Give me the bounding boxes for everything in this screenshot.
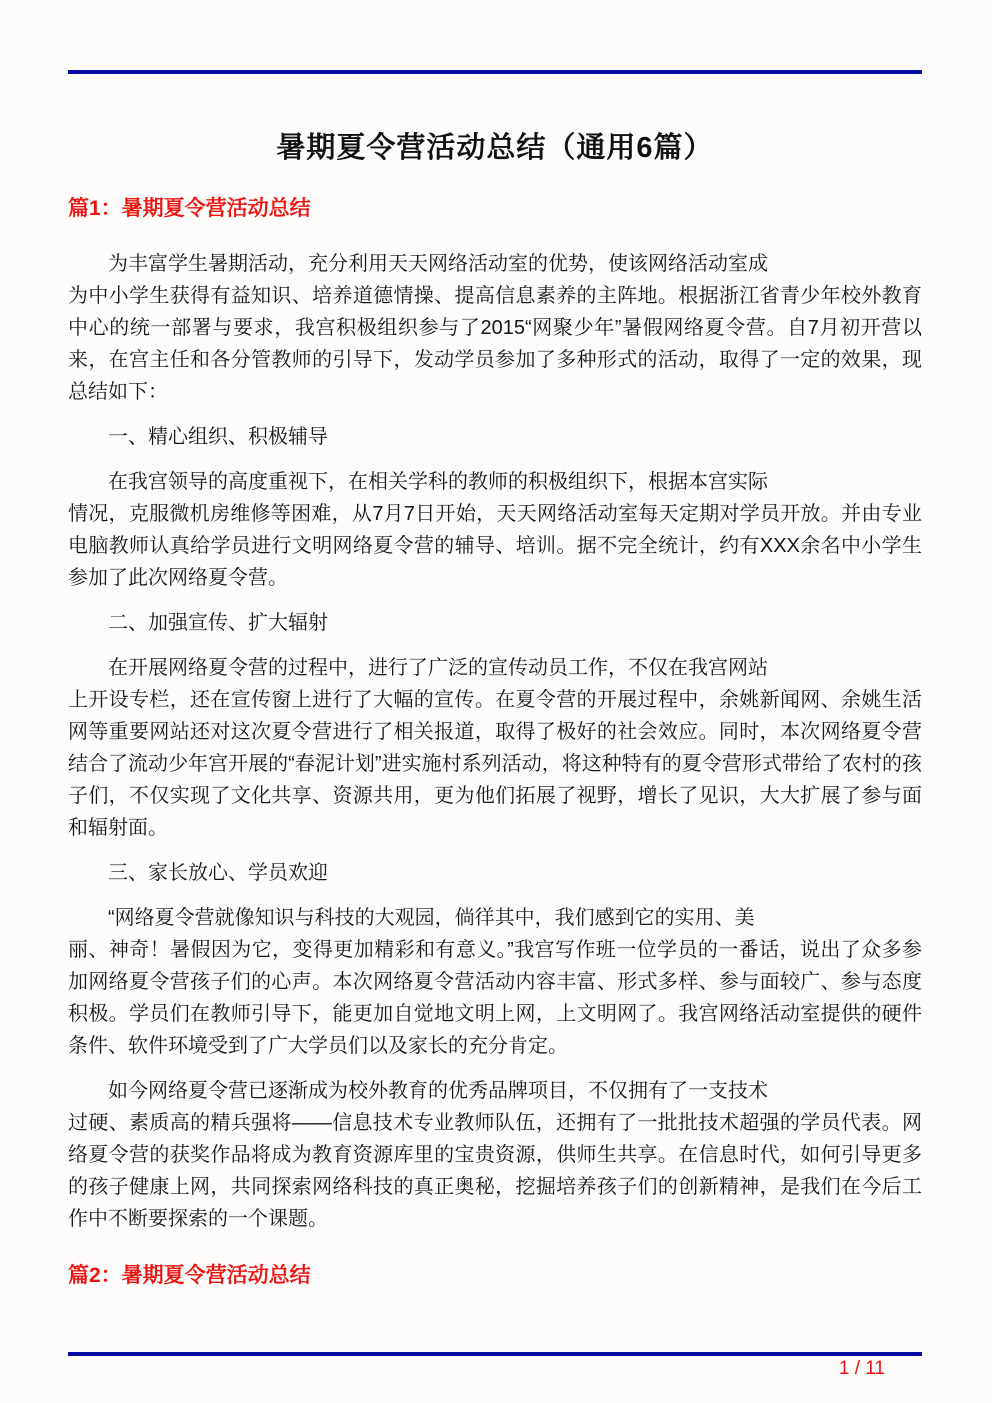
paragraph [68,652,922,844]
paragraph-text: 过硬、素质高的精兵强将——信息技术专业教师队伍，还拥有了一批批技术超强的学员代表。网络夏令营的获奖作品将成为教育资源库里的宝贵资源，供师生共享。在信息时代，如何引导更多的孩子健康上网，共同探索网络科技的真正奥秘，挖掘培养孩子们的创新精神，是我们在今后工作中不断要探索的一个课题。 [68,1112,922,1230]
paragraph [68,902,922,1062]
page-title: 暑期夏令营活动总结（通用6篇） [276,132,714,164]
paragraph [68,248,922,408]
subheading-1: 一、精心组织、积极辅导 [108,426,328,448]
paragraph-lead-line: 如今网络夏令营已逐渐成为校外教育的优秀品牌项目，不仅拥有了一支技术 [108,1080,768,1102]
paragraph [68,1075,922,1235]
paragraph-lead-line: “网络夏令营就像知识与科技的大观园，倘徉其中，我们感到它的实用、美 [108,907,755,929]
document-body [68,74,922,1291]
page-number: 1 / 11 [838,1358,885,1379]
paragraph-text: 上开设专栏，还在宣传窗上进行了大幅的宣传。在夏令营的开展过程中，余姚新闻网、余姚生活网等重要网站还对这次夏令营进行了相关报道，取得了极好的社会效应。同时，本次网络夏令营结合了流动少年宫开展的“春泥计划”进实施村系列活动，将这种特有的夏令营形式带给了农村的孩子们，不仅实现了文化共享、资源共用，更为他们拓展了视野，增长了见识，大大扩展了参与面和辐射面。 [68,689,922,839]
subheading-3: 三、家长放心、学员欢迎 [108,862,328,884]
paragraph [68,466,922,594]
subheading-2: 二、加强宣传、扩大辐射 [108,612,328,634]
section-1-heading: 篇1：暑期夏令营活动总结 [68,197,311,220]
paragraph-lead-line: 为丰富学生暑期活动，充分利用天天网络活动室的优势，使该网络活动室成 [108,253,768,275]
paragraph-lead-line: 在我宫领导的高度重视下，在相关学科的教师的积极组织下，根据本宫实际 [108,471,768,493]
paragraph-lead-line: 在开展网络夏令营的过程中，进行了广泛的宣传动员工作，不仅在我宫网站 [108,657,768,679]
section-2-heading: 篇2：暑期夏令营活动总结 [68,1264,311,1287]
paragraph-text: 丽、神奇！暑假因为它，变得更加精彩和有意义。”我宫写作班一位学员的一番话，说出了众多参加网络夏令营孩子们的心声。本次网络夏令营活动内容丰富、形式多样、参与面较广、参与态度积极。学员们在教师引导下，能更加自觉地文明上网，上文明网了。我宫网络活动室提供的硬件条件、软件环境受到了广大学员们以及家长的充分肯定。 [68,939,922,1057]
paragraph-text: 情况，克服微机房维修等困难，从7月7日开始，天天网络活动室每天定期对学员开放。并由专业电脑教师认真给学员进行文明网络夏令营的辅导、培训。据不完全统计，约有XXX余名中小学生参加了此次网络夏令营。 [68,503,922,589]
paragraph-text: 为中小学生获得有益知识、培养道德情操、提高信息素养的主阵地。根据浙江省青少年校外教育中心的统一部署与要求，我宫积极组织参与了2015“网聚少年”暑假网络夏令营。自7月初开营以来，在宫主任和各分管教师的引导下，发动学员参加了多种形式的活动，取得了一定的效果，现总结如下： [68,285,922,403]
bottom-divider [68,1352,922,1356]
